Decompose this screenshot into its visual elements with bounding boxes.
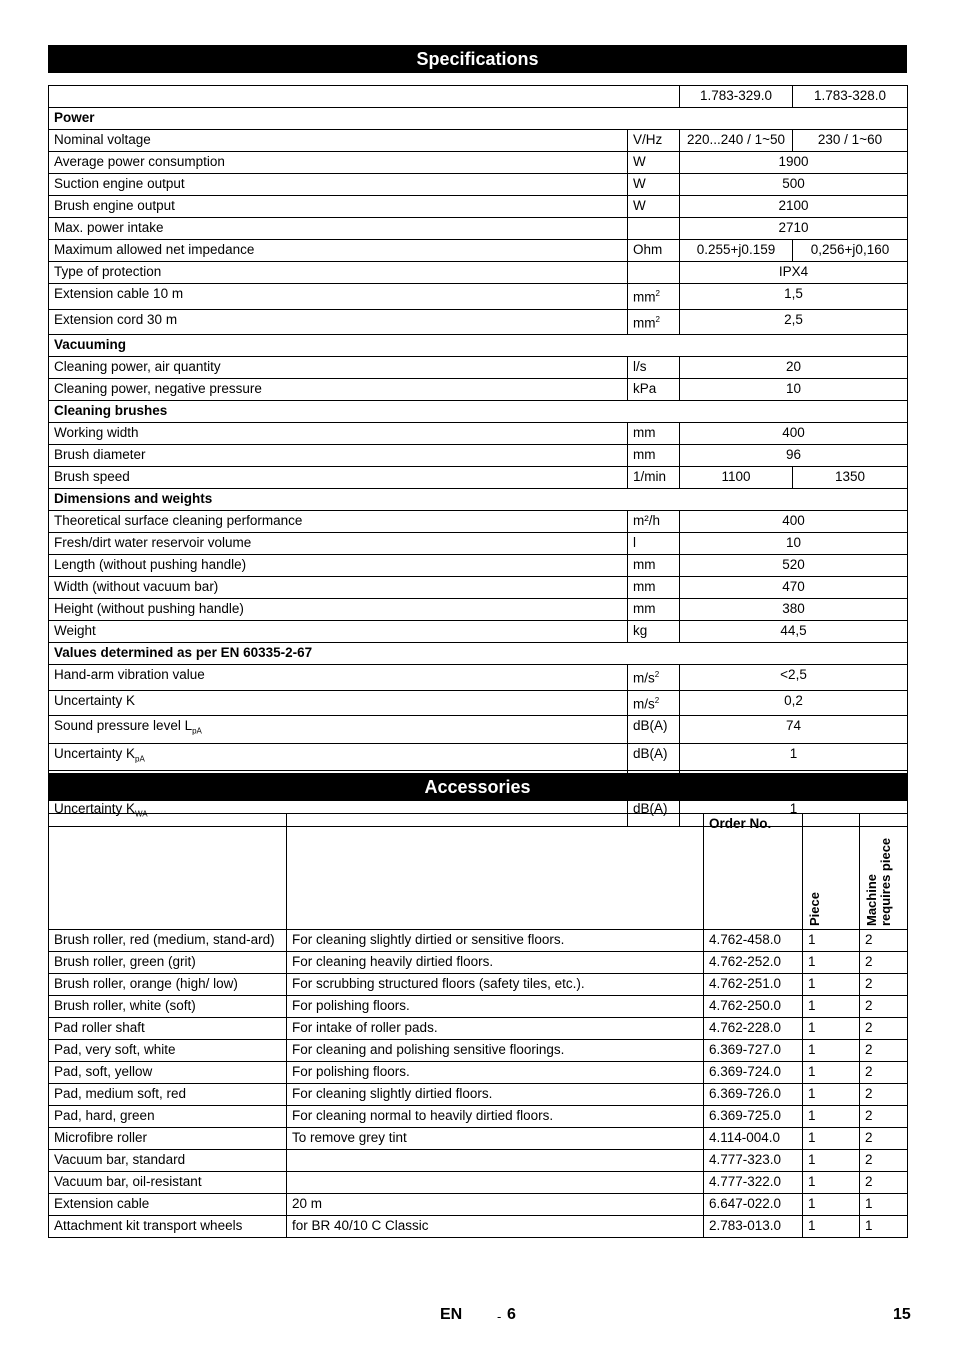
spec-label — [49, 511, 628, 533]
spec-unit-text: mm — [633, 601, 656, 616]
spec-unit — [628, 743, 680, 771]
accessory-description: For polishing floors. — [287, 1062, 704, 1084]
accessory-description: For cleaning heavily dirtied floors. — [287, 952, 704, 974]
accessory-order-no: 4.777-323.0 — [704, 1150, 803, 1172]
accessory-description: For polishing floors. — [287, 996, 704, 1018]
spec-label — [49, 445, 628, 467]
page-number: 15 — [893, 1306, 911, 1323]
spec-unit — [628, 555, 680, 577]
spec-label-text: Weight — [54, 623, 96, 638]
accessory-order-no: 4.762-252.0 — [704, 952, 803, 974]
spec-label — [49, 577, 628, 599]
spec-value: 500 — [680, 174, 908, 196]
accessory-order-no: 4.762-250.0 — [704, 996, 803, 1018]
accessories-heading: Accessories — [48, 773, 907, 801]
accessory-machine-requires: 2 — [860, 996, 908, 1018]
spec-unit-text: kg — [633, 623, 648, 638]
spec-label-text: Width (without vacuum bar) — [54, 579, 219, 594]
spec-label-text: Extension cable 10 m — [54, 286, 184, 301]
section-title: Dimensions and weights — [49, 489, 908, 511]
accessory-row — [49, 1018, 908, 1040]
spec-value: 1 — [680, 743, 908, 771]
accessory-piece: 1 — [803, 1128, 860, 1150]
spec-unit — [628, 665, 680, 691]
spec-value: 1,5 — [680, 284, 908, 310]
spec-unit — [628, 130, 680, 152]
accessory-piece: 1 — [803, 952, 860, 974]
spec-value: 380 — [680, 599, 908, 621]
spec-row — [49, 555, 908, 577]
accessory-row — [49, 1194, 908, 1216]
spec-unit-text: Ohm — [633, 242, 663, 257]
accessory-machine-requires: 2 — [860, 1172, 908, 1194]
spec-value: 10 — [680, 379, 908, 401]
spec-row — [49, 621, 908, 643]
spec-unit — [628, 152, 680, 174]
spec-unit-text: V/Hz — [633, 132, 663, 147]
spec-value: 1900 — [680, 152, 908, 174]
spec-row — [49, 743, 908, 771]
spec-unit — [628, 218, 680, 240]
spec-value: 10 — [680, 533, 908, 555]
accessory-description: For cleaning and polishing sensitive floorings. — [287, 1040, 704, 1062]
accessory-row — [49, 930, 908, 952]
accessory-name: Microfibre roller — [49, 1128, 287, 1150]
footer-separator: - — [497, 1309, 502, 1324]
accessory-order-no: 6.369-725.0 — [704, 1106, 803, 1128]
accessory-order-no: 6.369-724.0 — [704, 1062, 803, 1084]
spec-label — [49, 690, 628, 716]
spec-label — [49, 262, 628, 284]
accessory-name: Pad, hard, green — [49, 1106, 287, 1128]
accessory-machine-requires: 2 — [860, 1128, 908, 1150]
spec-label-text: Hand-arm vibration value — [54, 667, 205, 682]
footer-section-number: 6 — [507, 1306, 516, 1323]
accessory-description: For cleaning normal to heavily dirtied floors. — [287, 1106, 704, 1128]
spec-value-v1: 0.255+j0.159 — [680, 240, 793, 262]
accessory-name: Vacuum bar, oil-resistant — [49, 1172, 287, 1194]
spec-unit-text: W — [633, 154, 646, 169]
accessory-machine-requires: 1 — [860, 1194, 908, 1216]
accessory-description — [287, 1150, 704, 1172]
spec-row — [49, 152, 908, 174]
machine-requires-piece-header: Machine requires piece — [864, 837, 893, 926]
spec-row — [49, 174, 908, 196]
accessory-description: For intake of roller pads. — [287, 1018, 704, 1040]
spec-row — [49, 240, 908, 262]
section-title: Vacuuming — [49, 335, 908, 357]
accessory-name: Pad, medium soft, red — [49, 1084, 287, 1106]
spec-label — [49, 716, 628, 744]
accessory-row — [49, 1106, 908, 1128]
accessory-name: Pad roller shaft — [49, 1018, 287, 1040]
spec-unit-text: kPa — [633, 381, 657, 396]
spec-unit-superscript: 2 — [655, 289, 660, 298]
spec-label-text: Brush diameter — [54, 447, 146, 462]
spec-value: 74 — [680, 716, 908, 744]
accessory-machine-requires: 2 — [860, 1062, 908, 1084]
spec-label-subscript: WA — [135, 809, 148, 819]
accessory-piece: 1 — [803, 1150, 860, 1172]
accessory-name: Brush roller, red (medium, stand-ard) — [49, 930, 287, 952]
accessory-machine-requires: 2 — [860, 1040, 908, 1062]
spec-label — [49, 130, 628, 152]
spec-label-text: Cleaning power, air quantity — [54, 359, 221, 374]
accessory-description: 20 m — [287, 1194, 704, 1216]
spec-unit — [628, 262, 680, 284]
spec-value: 2710 — [680, 218, 908, 240]
spec-unit — [628, 284, 680, 310]
spec-row — [49, 130, 908, 152]
spec-unit — [628, 196, 680, 218]
accessory-piece: 1 — [803, 1106, 860, 1128]
spec-label-text: Theoretical surface cleaning performance — [54, 513, 303, 528]
model-2: 1.783-328.0 — [793, 86, 908, 108]
spec-unit-superscript: 2 — [654, 695, 660, 705]
accessory-order-no: 6.369-727.0 — [704, 1040, 803, 1062]
accessory-name: Pad, very soft, white — [49, 1040, 287, 1062]
accessory-order-no: 6.647-022.0 — [704, 1194, 803, 1216]
spec-unit-text: l/s — [633, 359, 647, 374]
accessory-name: Brush roller, orange (high/ low) — [49, 974, 287, 996]
accessory-row — [49, 1128, 908, 1150]
spec-unit — [628, 423, 680, 445]
accessory-order-no: 4.762-458.0 — [704, 930, 803, 952]
accessory-machine-requires: 2 — [860, 952, 908, 974]
spec-value: 400 — [680, 511, 908, 533]
accessory-description — [287, 1172, 704, 1194]
spec-label — [49, 743, 628, 771]
spec-unit-text: mm — [633, 315, 656, 330]
spec-label-text: Extension cord 30 m — [54, 311, 178, 327]
spec-label-text: Nominal voltage — [54, 132, 151, 147]
spec-value-v2: 1350 — [793, 467, 908, 489]
accessory-order-no: 4.777-322.0 — [704, 1172, 803, 1194]
accessory-description: For cleaning slightly dirtied floors. — [287, 1084, 704, 1106]
spec-value: 2100 — [680, 196, 908, 218]
spec-unit-text: dB(A) — [633, 745, 668, 761]
spec-unit — [628, 445, 680, 467]
spec-label-text: Brush speed — [54, 469, 130, 484]
spec-unit — [628, 577, 680, 599]
spec-value-v1: 220...240 / 1~50 — [680, 130, 793, 152]
accessory-order-no: 4.762-251.0 — [704, 974, 803, 996]
spec-label — [49, 555, 628, 577]
spec-label-text: Fresh/dirt water reservoir volume — [54, 535, 252, 550]
spec-unit — [628, 716, 680, 744]
spec-value: <2,5 — [680, 665, 908, 691]
accessories-table — [48, 813, 908, 1238]
order-no-header: Order No. — [704, 814, 803, 930]
spec-row — [49, 467, 908, 489]
accessory-description: To remove grey tint — [287, 1128, 704, 1150]
spec-label-subscript: pA — [135, 754, 145, 764]
spec-section-row — [49, 489, 908, 511]
spec-unit — [628, 533, 680, 555]
accessory-order-no: 2.783-013.0 — [704, 1216, 803, 1238]
spec-row — [49, 690, 908, 716]
accessory-piece: 1 — [803, 996, 860, 1018]
accessories-header-row — [49, 814, 908, 930]
spec-unit — [628, 174, 680, 196]
accessory-name: Extension cable — [49, 1194, 287, 1216]
spec-label — [49, 284, 628, 310]
spec-label — [49, 357, 628, 379]
spec-unit-text: mm — [633, 425, 656, 440]
spec-row — [49, 218, 908, 240]
accessory-piece: 1 — [803, 1084, 860, 1106]
spec-unit-text: W — [633, 176, 646, 191]
accessory-piece: 1 — [803, 1040, 860, 1062]
spec-unit-text: mm — [633, 289, 656, 305]
accessory-description: For cleaning slightly dirtied or sensitive floors. — [287, 930, 704, 952]
spec-value: 44,5 — [680, 621, 908, 643]
accessory-description: For scrubbing structured floors (safety tiles, etc.). — [287, 974, 704, 996]
accessory-machine-requires: 1 — [860, 1216, 908, 1238]
spec-value: 470 — [680, 577, 908, 599]
spec-value: 520 — [680, 555, 908, 577]
spec-unit — [628, 240, 680, 262]
accessory-row — [49, 1150, 908, 1172]
spec-label — [49, 196, 628, 218]
spec-label — [49, 379, 628, 401]
piece-header: Piece — [807, 892, 822, 926]
spec-value: 20 — [680, 357, 908, 379]
section-title: Values determined as per EN 60335-2-67 — [49, 643, 908, 665]
spec-label-text: Length (without pushing handle) — [54, 557, 247, 572]
spec-row — [49, 196, 908, 218]
spec-unit-text: dB(A) — [633, 801, 668, 817]
spec-row — [49, 423, 908, 445]
spec-unit — [628, 511, 680, 533]
spec-unit-text: 1/min — [633, 469, 667, 484]
spec-label — [49, 240, 628, 262]
spec-unit-text: mm — [633, 557, 656, 572]
spec-label — [49, 621, 628, 643]
spec-label — [49, 665, 628, 691]
spec-label — [49, 218, 628, 240]
spec-label-subscript: pA — [192, 726, 202, 736]
spec-row — [49, 309, 908, 335]
accessory-row — [49, 1062, 908, 1084]
spec-label-text: Uncertainty K — [54, 745, 136, 761]
spec-unit-superscript: 2 — [655, 314, 660, 324]
section-title: Cleaning brushes — [49, 401, 908, 423]
accessory-name: Pad, soft, yellow — [49, 1062, 287, 1084]
spec-row — [49, 665, 908, 691]
spec-row — [49, 379, 908, 401]
accessory-name: Vacuum bar, standard — [49, 1150, 287, 1172]
spec-label — [49, 309, 628, 335]
spec-unit-text: mm — [633, 447, 656, 462]
accessory-piece: 1 — [803, 974, 860, 996]
spec-section-row — [49, 401, 908, 423]
accessory-row — [49, 974, 908, 996]
section-title: Power — [49, 108, 908, 130]
spec-value: IPX4 — [680, 262, 908, 284]
accessory-name: Attachment kit transport wheels — [49, 1216, 287, 1238]
accessory-piece: 1 — [803, 1216, 860, 1238]
spec-row — [49, 511, 908, 533]
spec-row — [49, 716, 908, 744]
spec-row — [49, 445, 908, 467]
spec-unit — [628, 690, 680, 716]
spec-value-v2: 0,256+j0,160 — [793, 240, 908, 262]
spec-value-v1: 1100 — [680, 467, 793, 489]
spec-row — [49, 357, 908, 379]
spec-label-text: Height (without pushing handle) — [54, 601, 244, 616]
spec-unit-text: m/s — [633, 670, 655, 686]
accessory-piece: 1 — [803, 1172, 860, 1194]
spec-unit-text: dB(A) — [633, 718, 668, 733]
accessory-row — [49, 996, 908, 1018]
accessory-row — [49, 1172, 908, 1194]
accessory-order-no: 4.762-228.0 — [704, 1018, 803, 1040]
accessory-name: Brush roller, white (soft) — [49, 996, 287, 1018]
spec-label-text: Average power consumption — [54, 154, 225, 169]
spec-row — [49, 284, 908, 310]
accessory-name: Brush roller, green (grit) — [49, 952, 287, 974]
accessory-row — [49, 1084, 908, 1106]
spec-label-text: Uncertainty K — [54, 692, 136, 708]
spec-unit — [628, 309, 680, 335]
spec-unit — [628, 467, 680, 489]
accessory-piece: 1 — [803, 1018, 860, 1040]
spec-row — [49, 577, 908, 599]
spec-label-text: Suction engine output — [54, 176, 185, 191]
accessory-piece: 1 — [803, 1062, 860, 1084]
spec-label-text: Maximum allowed net impedance — [54, 242, 255, 257]
spec-value: 1 — [680, 799, 908, 827]
spec-row — [49, 262, 908, 284]
spec-unit-text: m/s — [633, 696, 655, 711]
accessory-row — [49, 1040, 908, 1062]
accessory-machine-requires: 2 — [860, 974, 908, 996]
accessory-order-no: 4.114-004.0 — [704, 1128, 803, 1150]
spec-label — [49, 174, 628, 196]
spec-unit-superscript: 2 — [654, 670, 660, 679]
spec-value: 96 — [680, 445, 908, 467]
spec-row — [49, 599, 908, 621]
spec-unit — [628, 357, 680, 379]
spec-label-text: Sound pressure level L — [54, 718, 193, 733]
spec-unit-text: mm — [633, 579, 656, 594]
specifications-table — [48, 85, 908, 827]
accessory-machine-requires: 2 — [860, 930, 908, 952]
footer-lang: EN — [440, 1306, 463, 1323]
spec-label — [49, 533, 628, 555]
spec-label-text: Type of protection — [54, 264, 162, 279]
model-1: 1.783-329.0 — [680, 86, 793, 108]
spec-unit — [628, 621, 680, 643]
accessory-machine-requires: 2 — [860, 1106, 908, 1128]
specifications-heading: Specifications — [48, 45, 907, 73]
spec-label — [49, 467, 628, 489]
accessory-machine-requires: 2 — [860, 1084, 908, 1106]
spec-label — [49, 599, 628, 621]
spec-label-text: Brush engine output — [54, 198, 175, 213]
spec-label-text: Uncertainty K — [54, 801, 136, 817]
accessory-piece: 1 — [803, 930, 860, 952]
accessory-row — [49, 1216, 908, 1238]
accessory-machine-requires: 2 — [860, 1150, 908, 1172]
spec-label — [49, 423, 628, 445]
spec-label-text: Cleaning power, negative pressure — [54, 381, 262, 396]
accessory-machine-requires: 2 — [860, 1018, 908, 1040]
spec-section-row — [49, 108, 908, 130]
spec-value: 2,5 — [680, 309, 908, 335]
spec-label-text: Max. power intake — [54, 220, 164, 235]
spec-unit-text: l — [633, 535, 636, 550]
spec-value-v2: 230 / 1~60 — [793, 130, 908, 152]
spec-value: 400 — [680, 423, 908, 445]
spec-value: 0,2 — [680, 690, 908, 716]
spec-unit — [628, 379, 680, 401]
accessory-description: for BR 40/10 C Classic — [287, 1216, 704, 1238]
spec-section-row — [49, 335, 908, 357]
spec-label-text: Working width — [54, 425, 139, 440]
spec-unit-text: W — [633, 198, 646, 213]
spec-unit-text: m²/h — [633, 513, 660, 528]
spec-label — [49, 152, 628, 174]
spec-row — [49, 533, 908, 555]
accessory-row — [49, 952, 908, 974]
spec-unit — [628, 599, 680, 621]
accessory-piece: 1 — [803, 1194, 860, 1216]
accessory-order-no: 6.369-726.0 — [704, 1084, 803, 1106]
spec-section-row — [49, 643, 908, 665]
model-header-row — [49, 86, 908, 108]
